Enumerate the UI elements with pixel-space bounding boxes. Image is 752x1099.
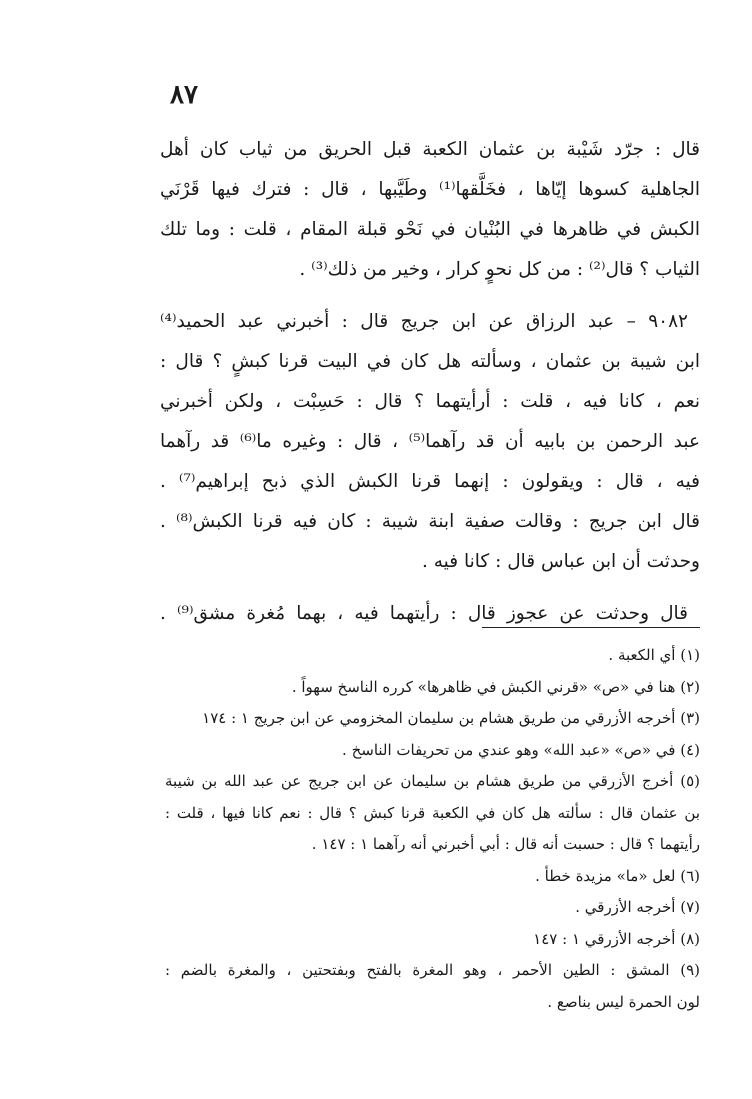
text-line: قال ابن جريج : وقالت صفية ابنة شيبة : كان فيه قرنا الكبش⁽⁸⁾ .	[160, 511, 700, 532]
footnote-4: (٤) في «ص» «عبد الله» وهو عندي من تحريفات الناسخ .	[342, 740, 700, 759]
footnote-8: (٨) أخرجه الأزرقي ١ : ١٤٧	[533, 929, 700, 948]
footnote-9-continued: لون الحمرة ليس بناصع .	[547, 992, 700, 1011]
text-line: نعم ، كانا فيه ، قلت : أرأيتهما ؟ قال : حَسِبْت ، ولكن أخبرني	[160, 391, 700, 412]
paragraph-1	[160, 130, 700, 290]
footnote-1: (١) أي الكعبة .	[608, 646, 700, 664]
text-line: الجاهلية كسوها إيّاها ، فخَلَّقها⁽¹⁾ وطَيَّبها ، قال : فترك فيها قَرْنَي	[160, 179, 700, 200]
footnote-2: (٢) هنا في «ص» «قرني الكبش في ظاهرها» كرره الناسخ سهواً .	[291, 677, 700, 696]
footnote-divider	[482, 627, 700, 628]
text-line: ٩٠٨٢ – عبد الرزاق عن ابن جريج قال : أخبرني عبد الحميد⁽⁴⁾	[160, 311, 688, 332]
text-line: فيه ، قال : ويقولون : إنهما قرنا الكبش الذي ذبح إبراهيم⁽⁷⁾ .	[160, 471, 700, 492]
text-line: قال : جرّد شَيْبة بن عثمان الكعبة قبل الحريق من ثياب كان أهل	[160, 139, 700, 160]
footnotes	[165, 640, 700, 1018]
footnote-9: (٩) المشق : الطين الأحمر ، وهو المغرة بالفتح وبفتحتين ، والمغرة بالضم :	[165, 961, 700, 979]
paragraph-3	[160, 594, 700, 634]
footnote-5-continued: بن عثمان قال : سألته هل كان في الكعبة قرنا كبش ؟ قال : نعم كانا فيها ، قلت :	[165, 803, 700, 822]
text-line: ابن شيبة بن عثمان ، وسألته هل كان في البيت قرنا كبشٍ ؟ قال :	[160, 351, 700, 372]
footnote-3: (٣) أخرجه الأزرقي من طريق هشام بن سليمان المخزومي عن ابن جريج ١ : ١٧٤	[202, 709, 700, 727]
main-text	[160, 130, 700, 634]
footnote-5: (٥) أخرج الأزرقي من طريق هشام بن سليمان عن ابن جريج عن عبد الله بن شيبة	[165, 772, 700, 790]
text-line: الثياب ؟ قال⁽²⁾ : من كل نحوٍ كرار ، وخير من ذلك⁽³⁾ .	[299, 259, 700, 280]
footnote-7: (٧) أخرجه الأزرقي .	[575, 898, 700, 916]
footnote-6: (٦) لعل «ما» مزيدة خطأ .	[535, 866, 700, 885]
text-line: وحدثت أن ابن عباس قال : كانا فيه .	[422, 551, 700, 572]
text-line: عبد الرحمن بن بابيه أن قد رآهما⁽⁵⁾ ، قال : وغيره ما⁽⁶⁾ قد رآهما	[160, 431, 700, 452]
text-line: قال وحدثت عن عجوز قال : رأيتهما فيه ، بهما مُغرة مشق⁽⁹⁾ .	[160, 603, 689, 624]
footnote-5-continued: رأيتهما ؟ قال : حسبت أنه قال : أبي أخبرني أنه رآهما ١ : ١٤٧ .	[311, 835, 700, 853]
page-number: ٨٧	[170, 80, 198, 110]
text-line: الكبش في ظاهرها في البُنْيان في نَحْو قبلة المقام ، قلت : وما تلك	[160, 219, 700, 240]
paragraph-2	[160, 302, 700, 582]
